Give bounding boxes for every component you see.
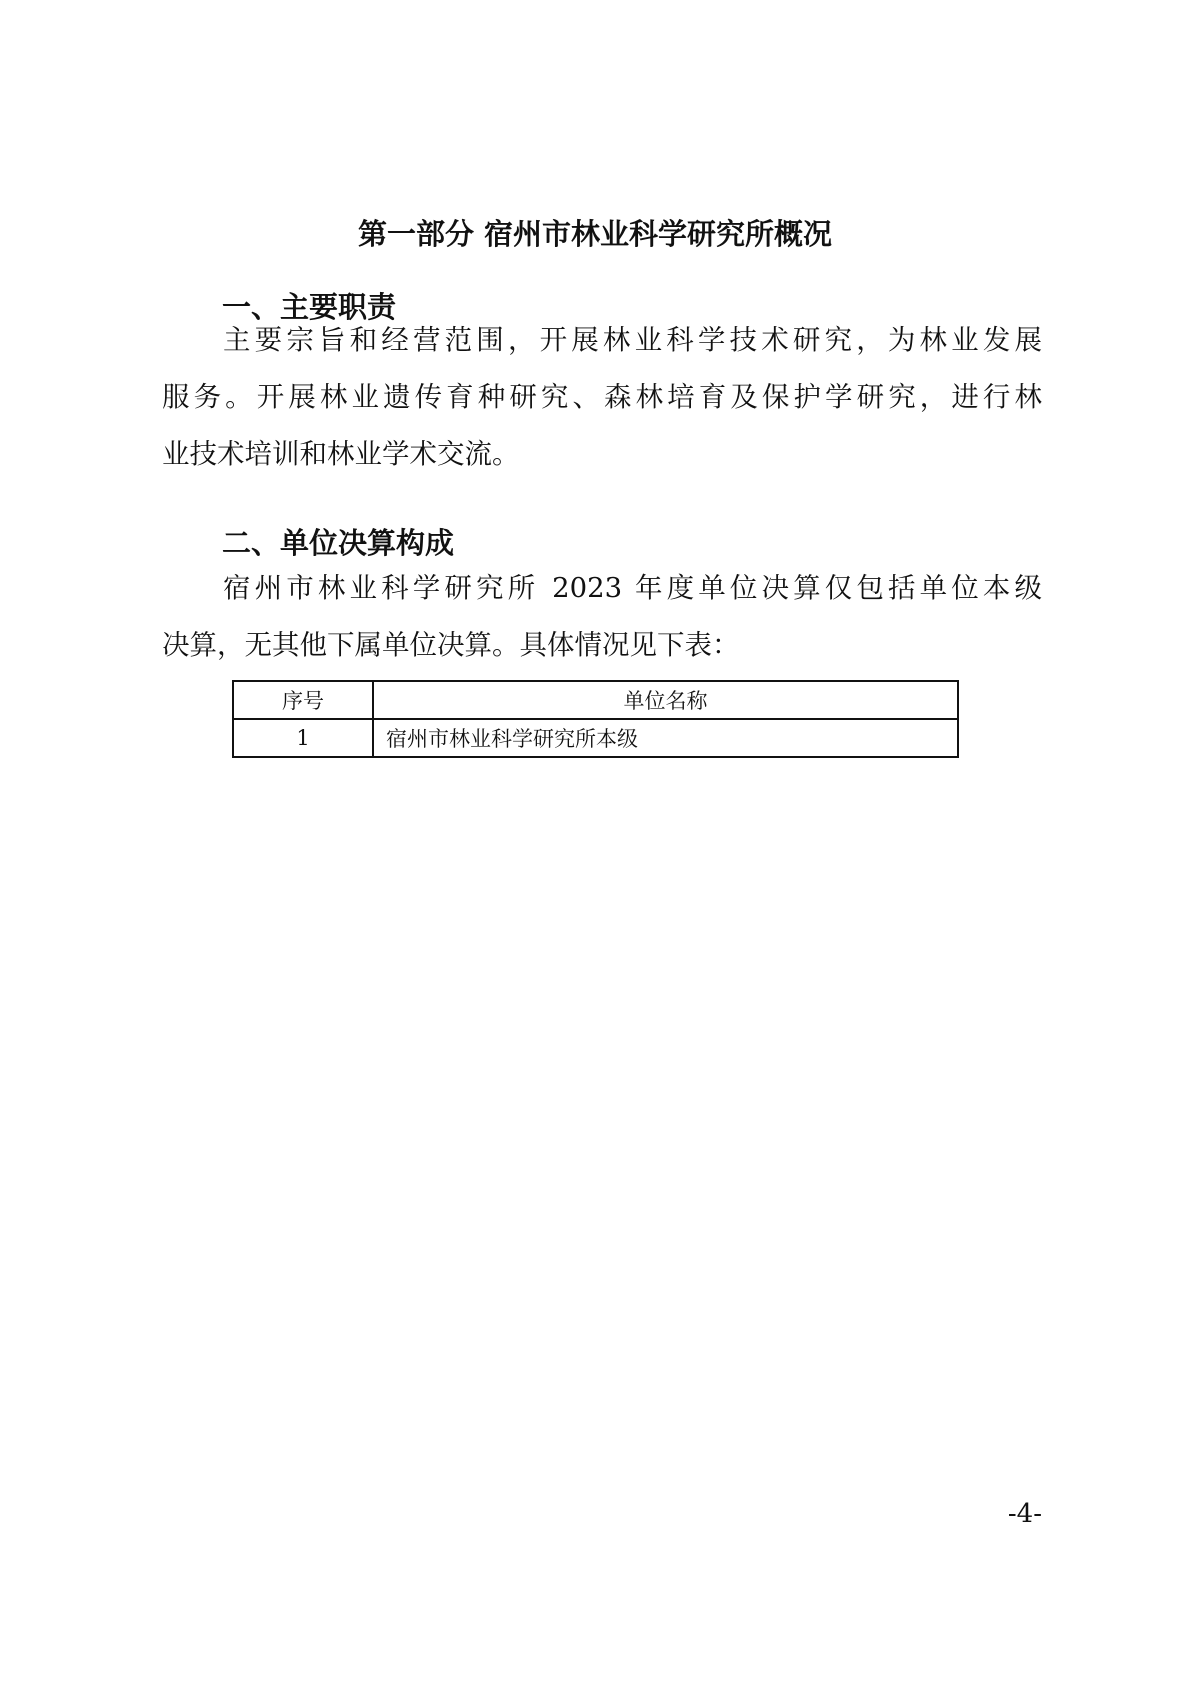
page-title: 第一部分 宿州市林业科学研究所概况 [357, 217, 833, 251]
paragraph-line: 服务。开展林业遗传育种研究、森林培育及保护学研究，进行林 [162, 381, 1042, 413]
table-cell-unit-name: 宿州市林业科学研究所本级 [373, 719, 958, 757]
section-heading-duties: 一、主要职责 [222, 290, 397, 324]
table-header-unit-name: 单位名称 [373, 681, 958, 719]
composition-paragraph [162, 560, 1042, 674]
table-row [233, 719, 958, 757]
paragraph-line: 宿州市林业科学研究所 2023 年度单位决算仅包括单位本级 [223, 572, 1042, 604]
section-heading-composition: 二、单位决算构成 [222, 526, 455, 560]
paragraph-line: 决算，无其他下属单位决算。具体情况见下表： [162, 629, 740, 661]
paragraph-line: 业技术培训和林业学术交流。 [162, 438, 520, 470]
table-header-row [233, 681, 958, 719]
unit-table [232, 680, 959, 758]
table-cell-index: 1 [233, 719, 373, 757]
duties-paragraph [162, 312, 1042, 483]
table-header-index: 序号 [233, 681, 373, 719]
paragraph-line: 主要宗旨和经营范围，开展林业科学技术研究，为林业发展 [223, 324, 1042, 356]
page-number: -4- [1007, 1499, 1042, 1529]
